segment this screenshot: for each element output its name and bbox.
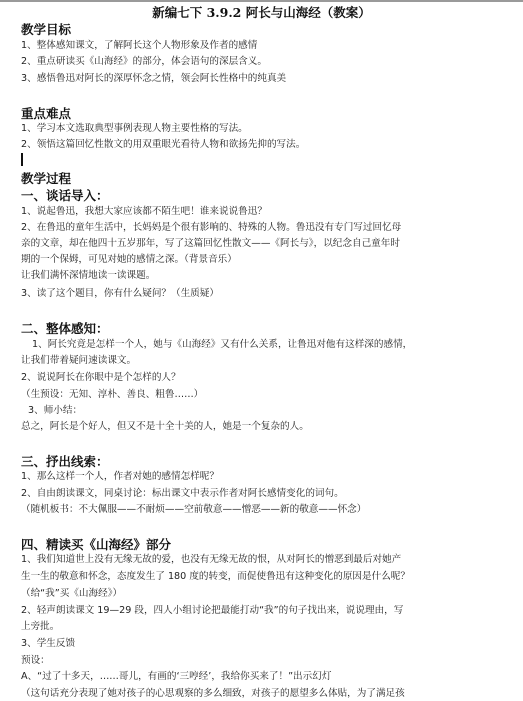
section-3-line: 2、自由朗读课文，同桌讨论：标出课文中表示作者对阿长感情变化的词句。	[21, 488, 344, 499]
section-2-line: （生预设：无知、淳朴、善良、粗鲁……）	[21, 389, 204, 400]
section-4-line: 1、我们知道世上没有无缘无故的爱，也没有无缘无故的恨，从对阿长的憎恶到最后对她产	[21, 554, 402, 565]
key-points-heading: 重点难点	[21, 106, 72, 121]
section-1-line: 让我们满怀深情地读一读课题。	[21, 270, 156, 281]
section-1-line: 1、说起鲁迅，我想大家应该都不陌生吧！谁来说说鲁迅？	[21, 206, 267, 217]
section-2-line: 2、说说阿长在你眼中是个怎样的人？	[21, 372, 181, 383]
section-1-line: 期的一个保姆，可见对她的感情之深。（背景音乐）	[21, 254, 237, 265]
section-2-line: 3、师小结：	[28, 405, 83, 416]
section-4-line: 上旁批。	[21, 621, 60, 632]
process-heading: 教学过程	[21, 171, 72, 186]
goal-item-2: 2、重点研读买《山海经》的部分，体会语句的深层含义。	[21, 56, 267, 67]
section-4-line: 2、轻声朗读课文 19—29 段，四人小组讨论把最能打动“我”的句子找出来，说说理由，写	[21, 605, 404, 616]
section-2-line: 总之，阿长是个好人，但又不是十全十美的人，她是一个复杂的人。	[21, 421, 309, 432]
section-4-heading: 四、精读买《山海经》部分	[21, 537, 172, 552]
key-point-1: 1、学习本文选取典型事例表现人物主要性格的写法。	[21, 123, 248, 134]
top-border	[0, 0, 523, 2]
key-point-2: 2、领悟这篇回忆性散文的用双重眼光看待人物和欲扬先抑的写法。	[21, 139, 306, 150]
text-cursor	[21, 153, 23, 166]
section-1-line: 3、读了这个题目，你有什么疑问？（生质疑）	[21, 288, 219, 299]
section-4-line: A、“过了十多天，……哥儿，有画的‘三哼经’，我给你买来了！”出示幻灯	[21, 671, 332, 682]
section-2-line: 让我们带着疑问速读课文。	[21, 355, 137, 366]
section-2-heading: 二、整体感知：	[21, 321, 109, 336]
section-3-line: 1、那么这样一个人，作者对她的感情怎样呢？	[21, 471, 219, 482]
section-3-heading: 三、抒出线索：	[21, 454, 109, 469]
section-1-line: 2、在鲁迅的童年生活中，长妈妈是个很有影响的、特殊的人物。鲁迅没有专门写过回忆母	[21, 222, 402, 233]
section-1-heading: 一、谈话导入：	[21, 188, 109, 203]
goal-item-3: 3、感悟鲁迅对阿长的深厚怀念之情，领会阿长性格中的纯真美	[21, 73, 287, 84]
section-3-line: （随机板书：不大佩服——不耐烦——空前敬意——憎恶——新的敬意——怀念）	[21, 504, 367, 515]
section-4-line: 3、学生反馈	[21, 638, 76, 649]
section-1-line: 亲的文章，却在他四十五岁那年，写了这篇回忆性散文——《阿长与》，以纪念自己童年时	[21, 238, 400, 249]
goal-item-1: 1、整体感知课文，了解阿长这个人物形象及作者的感情	[21, 40, 258, 51]
section-4-line: （给“我”买《山海经》）	[21, 588, 123, 599]
goals-heading: 教学目标	[21, 22, 72, 37]
section-2-line: 1、阿长究竟是怎样一个人，她与《山海经》又有什么关系，让鲁迅对他有这样深的感情，	[32, 339, 413, 350]
section-4-line: （这句话充分表现了她对孩子的心思观察的多么细致，对孩子的愿望多么体贴，为了满足孩	[21, 688, 405, 699]
section-4-line: 生一生的敬意和怀念，态度发生了 180 度的转变，而促使鲁迅有这种变化的原因是什么呢？	[21, 571, 410, 582]
document-title: 新编七下 3.9.2 阿长与山海经（教案）	[152, 5, 371, 20]
section-4-line: 预设：	[21, 655, 50, 666]
